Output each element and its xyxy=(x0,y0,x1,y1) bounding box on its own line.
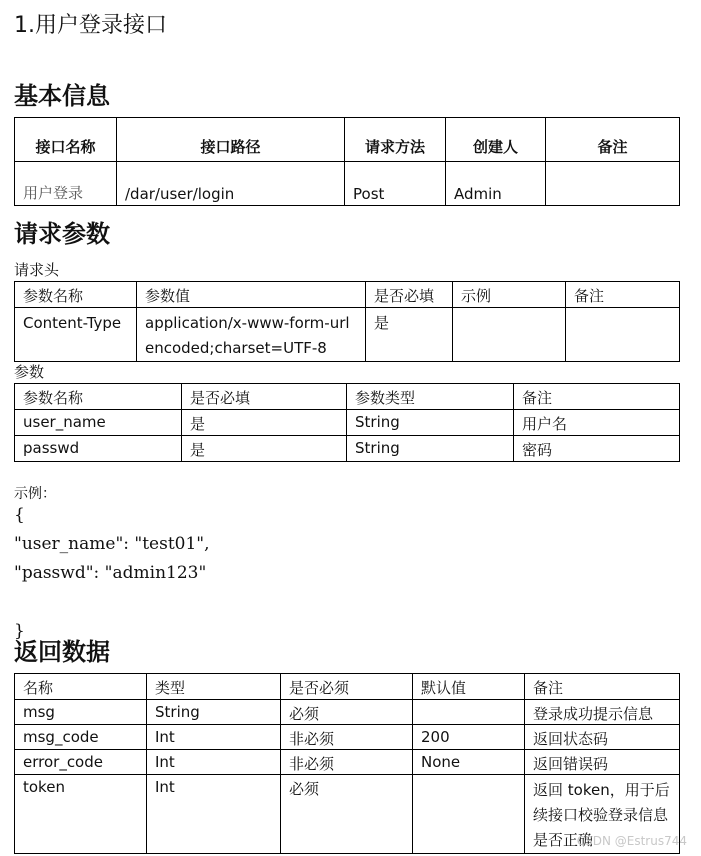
table-cell: 返回 token，用于后续接口校验登录信息是否正确 xyxy=(525,775,680,854)
params-label: 参数 xyxy=(14,363,45,381)
header-cell: 是否必填 xyxy=(366,282,453,308)
table-cell: 必须 xyxy=(281,700,413,725)
table-cell: Post xyxy=(345,162,446,206)
table-row xyxy=(15,436,680,462)
header-cell: 参数名称 xyxy=(15,384,182,410)
table-cell: 用户登录 xyxy=(15,162,117,206)
table-cell xyxy=(453,308,566,362)
table-row xyxy=(15,750,680,775)
table-cell: 用户名 xyxy=(514,410,680,436)
basic-info-heading: 基本信息 xyxy=(14,82,110,110)
table-header-row xyxy=(15,674,680,700)
table-cell: 密码 xyxy=(514,436,680,462)
header-cell: 参数类型 xyxy=(347,384,514,410)
header-cell: 创建人 xyxy=(446,118,546,162)
table-cell: /dar/user/login xyxy=(117,162,345,206)
header-cell: 参数值 xyxy=(137,282,366,308)
table-cell: Admin xyxy=(446,162,546,206)
table-cell: error_code xyxy=(15,750,147,775)
table-cell: Int xyxy=(147,725,281,750)
code-line: "user_name": "test01", xyxy=(14,534,210,554)
table-cell: msg xyxy=(15,700,147,725)
code-line xyxy=(14,588,210,617)
request-params-heading: 请求参数 xyxy=(14,220,110,248)
table-cell: passwd xyxy=(15,436,182,462)
header-cell: 备注 xyxy=(566,282,680,308)
table-header-row xyxy=(15,384,680,410)
basic-info-table xyxy=(14,117,680,206)
header-cell: 示例 xyxy=(453,282,566,308)
table-cell: 是 xyxy=(366,308,453,362)
response-table xyxy=(14,673,680,854)
table-cell: Content-Type xyxy=(15,308,137,362)
header-cell: 备注 xyxy=(525,674,680,700)
header-cell: 默认值 xyxy=(413,674,525,700)
code-line: { xyxy=(14,505,25,525)
params-table xyxy=(14,383,680,462)
table-cell: String xyxy=(147,700,281,725)
header-cell: 名称 xyxy=(15,674,147,700)
header-cell: 类型 xyxy=(147,674,281,700)
table-row xyxy=(15,162,680,206)
request-header-label: 请求头 xyxy=(14,261,60,279)
header-cell: 是否必须 xyxy=(281,674,413,700)
code-line: } xyxy=(14,621,25,641)
header-cell: 请求方法 xyxy=(345,118,446,162)
table-cell: 200 xyxy=(413,725,525,750)
table-cell: Int xyxy=(147,775,281,854)
table-cell: 非必须 xyxy=(281,725,413,750)
example-code xyxy=(14,501,210,646)
table-cell: String xyxy=(347,410,514,436)
table-cell xyxy=(413,700,525,725)
table-cell: Int xyxy=(147,750,281,775)
table-cell: 是 xyxy=(182,436,347,462)
table-header-row xyxy=(15,118,680,162)
table-cell: 登录成功提示信息 xyxy=(525,700,680,725)
header-cell: 参数名称 xyxy=(15,282,137,308)
header-cell: 是否必填 xyxy=(182,384,347,410)
watermark: CSDN @Estrus744 xyxy=(576,834,687,848)
table-cell: msg_code xyxy=(15,725,147,750)
table-cell: 返回状态码 xyxy=(525,725,680,750)
table-cell: 非必须 xyxy=(281,750,413,775)
table-cell: None xyxy=(413,750,525,775)
table-header-row xyxy=(15,282,680,308)
table-row xyxy=(15,410,680,436)
table-row xyxy=(15,308,680,362)
header-cell: 备注 xyxy=(514,384,680,410)
code-line: "passwd": "admin123" xyxy=(14,563,207,583)
request-header-table xyxy=(14,281,680,362)
header-cell: 接口名称 xyxy=(15,118,117,162)
header-cell: 备注 xyxy=(546,118,680,162)
table-cell xyxy=(546,162,680,206)
header-cell: 接口路径 xyxy=(117,118,345,162)
table-cell: 必须 xyxy=(281,775,413,854)
table-cell: user_name xyxy=(15,410,182,436)
table-cell: 返回错误码 xyxy=(525,750,680,775)
table-row xyxy=(15,700,680,725)
page-title: 1.用户登录接口 xyxy=(14,13,167,38)
table-cell xyxy=(566,308,680,362)
response-heading: 返回数据 xyxy=(14,638,110,666)
example-label: 示例： xyxy=(14,486,56,502)
table-row xyxy=(15,725,680,750)
table-cell: String xyxy=(347,436,514,462)
table-cell: token xyxy=(15,775,147,854)
table-cell: application/x-www-form-urlencoded;charset=UTF-8 xyxy=(137,308,366,362)
table-cell xyxy=(413,775,525,854)
table-cell: 是 xyxy=(182,410,347,436)
